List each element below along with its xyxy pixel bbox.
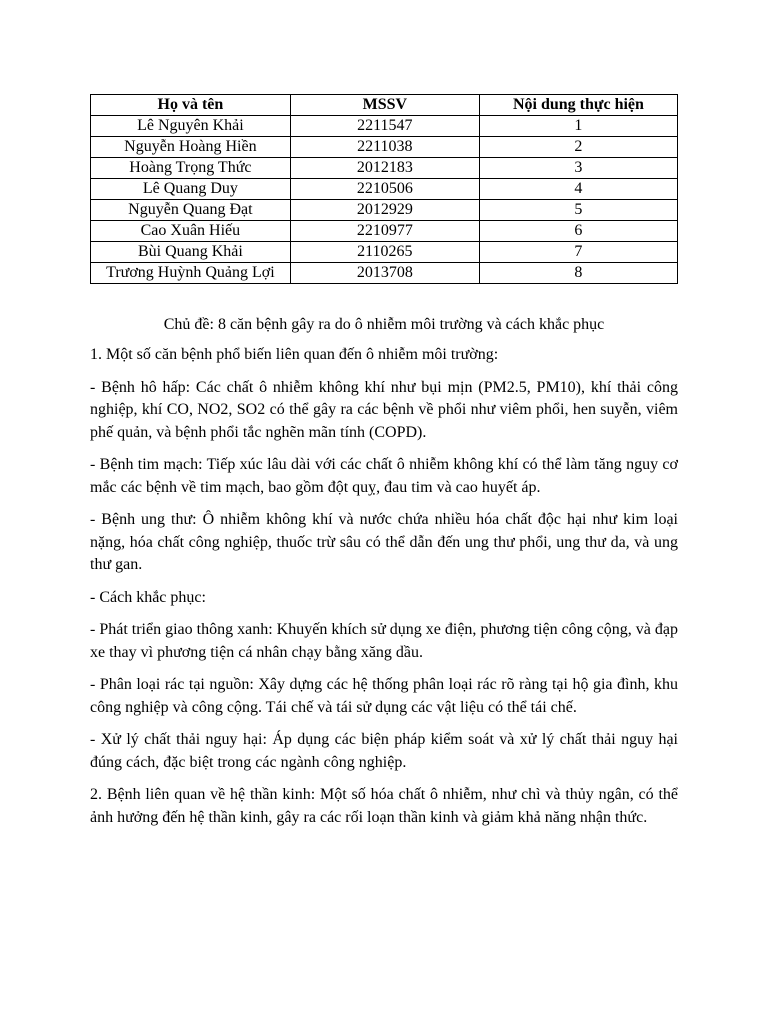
table-row: [91, 200, 678, 221]
cell-name: Nguyễn Quang Đạt: [91, 200, 291, 221]
table-row: [91, 263, 678, 284]
document-page: [90, 94, 678, 829]
cell-student-id: 2013708: [290, 263, 479, 284]
table-row: [91, 242, 678, 263]
cell-task: 7: [479, 242, 677, 263]
paragraph-respiratory: - Bệnh hô hấp: Các chất ô nhiễm không khí như bụi mịn (PM2.5, PM10), khí thải công nghiệp, khí CO, NO2, SO2 có thể gây ra các bệnh về phổi như viêm phổi, hen suyễn, viêm phế quản, và bệnh phổi tắc nghẽn mãn tính (COPD).: [90, 378, 678, 441]
section-heading-nervous-system: 2. Bệnh liên quan về hệ thần kinh: Một số hóa chất ô nhiễm, như chì và thủy ngân, có thể ảnh hưởng đến hệ thần kinh, gây ra các rối loạn thần kinh và giảm khả năng nhận thức.: [90, 786, 678, 826]
table-row: [91, 221, 678, 242]
header-task: Nội dung thực hiện: [479, 95, 677, 116]
cell-name: Lê Nguyên Khải: [91, 116, 291, 137]
cell-task: 3: [479, 158, 677, 179]
paragraph-cardiovascular: - Bệnh tim mạch: Tiếp xúc lâu dài với các chất ô nhiễm không khí có thể làm tăng nguy cơ mắc các bệnh về tim mạch, bao gồm đột quỵ, đau tim và cao huyết áp.: [90, 456, 678, 496]
cell-task: 1: [479, 116, 677, 137]
paragraph-remedies-heading: - Cách khắc phục:: [90, 588, 206, 606]
cell-student-id: 2012183: [290, 158, 479, 179]
cell-name: Nguyễn Hoàng Hiền: [91, 137, 291, 158]
paragraph-waste-sorting: - Phân loại rác tại nguồn: Xây dựng các hệ thống phân loại rác rõ ràng tại hộ gia đình, khu công nghiệp và công cộng. Tái chế và tái sử dụng các vật liệu có thể tái chế.: [90, 676, 678, 716]
cell-name: Trương Huỳnh Quảng Lợi: [91, 263, 291, 284]
table-row: [91, 179, 678, 200]
cell-student-id: 2012929: [290, 200, 479, 221]
paragraph-green-transport: - Phát triển giao thông xanh: Khuyến khích sử dụng xe điện, phương tiện công cộng, và đạp xe thay vì phương tiện cá nhân chạy bằng xăng dầu.: [90, 621, 678, 661]
topic-heading: Chủ đề: 8 căn bệnh gây ra do ô nhiễm môi trường và cách khắc phục: [163, 316, 605, 333]
cell-task: 4: [479, 179, 677, 200]
cell-task: 8: [479, 263, 677, 284]
table-row: [91, 116, 678, 137]
cell-name: Lê Quang Duy: [91, 179, 291, 200]
paragraph-cancer: - Bệnh ung thư: Ô nhiễm không khí và nước chứa nhiều hóa chất độc hại như kim loại nặng, hóa chất công nghiệp, thuốc trừ sâu có thể dẫn đến ung thư phổi, ung thư da, và ung thư gan.: [90, 511, 678, 573]
cell-name: Cao Xuân Hiếu: [91, 221, 291, 242]
header-name: Họ và tên: [91, 95, 291, 116]
cell-student-id: 2211547: [290, 116, 479, 137]
cell-task: 6: [479, 221, 677, 242]
table-row: [91, 137, 678, 158]
table-header-row: [91, 95, 678, 116]
cell-name: Bùi Quang Khải: [91, 242, 291, 263]
cell-student-id: 2211038: [290, 137, 479, 158]
paragraph-hazardous-waste: - Xử lý chất thải nguy hại: Áp dụng các biện pháp kiểm soát và xử lý chất thải nguy hại đúng cách, đặc biệt trong các ngành công nghiệp.: [90, 731, 678, 771]
cell-name: Hoàng Trọng Thức: [91, 158, 291, 179]
cell-student-id: 2110265: [290, 242, 479, 263]
cell-student-id: 2210506: [290, 179, 479, 200]
cell-task: 2: [479, 137, 677, 158]
section-heading-common-diseases: 1. Một số căn bệnh phổ biến liên quan đến ô nhiễm môi trường:: [90, 346, 499, 363]
cell-student-id: 2210977: [290, 221, 479, 242]
header-student-id: MSSV: [290, 95, 479, 116]
cell-task: 5: [479, 200, 677, 221]
members-table: [90, 94, 678, 284]
table-row: [91, 158, 678, 179]
